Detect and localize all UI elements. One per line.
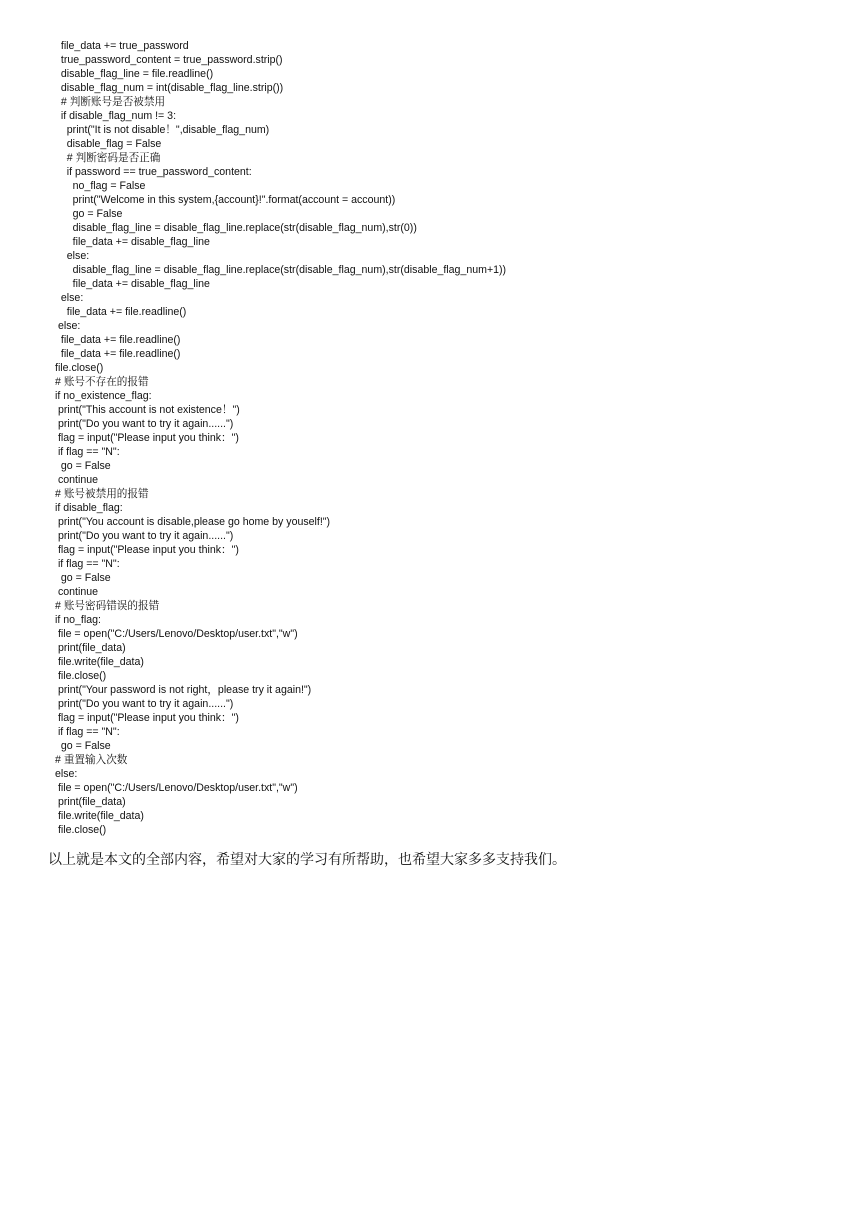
code-line: print("You account is disable,please go home by youself!") <box>55 516 331 528</box>
code-line: if flag == "N": <box>55 558 120 570</box>
code-line: file.close() <box>55 670 107 682</box>
code-line: file_data += disable_flag_line <box>55 278 210 290</box>
closing-paragraph: 以上就是本文的全部内容，希望对大家的学习有所帮助，也希望大家多多支持我们。 <box>48 851 566 867</box>
code-line: else: <box>55 768 78 780</box>
code-line: disable_flag = False <box>55 138 162 150</box>
code-line: file.close() <box>55 824 107 836</box>
code-line: # 账号不存在的报错 <box>55 376 149 388</box>
code-line: print("This account is not existence！") <box>55 404 240 416</box>
code-line: true_password_content = true_password.strip() <box>55 54 283 66</box>
code-line: if flag == "N": <box>55 726 120 738</box>
code-line: go = False <box>55 740 111 752</box>
code-line: print("Your password is not right，please try it again!") <box>55 684 312 696</box>
code-line: if no_existence_flag: <box>55 390 152 402</box>
code-line: print("It is not disable！",disable_flag_num) <box>55 124 270 136</box>
code-line: flag = input("Please input you think：") <box>55 432 239 444</box>
code-line: file.write(file_data) <box>55 656 144 668</box>
code-line: if flag == "N": <box>55 446 120 458</box>
code-line: # 重置输入次数 <box>55 754 128 766</box>
code-line: print("Welcome in this system,{account}!".format(account = account)) <box>55 194 396 206</box>
code-line: go = False <box>55 208 123 220</box>
code-line: if disable_flag: <box>55 502 123 514</box>
code-line: if disable_flag_num != 3: <box>55 110 177 122</box>
code-line: file_data += disable_flag_line <box>55 236 210 248</box>
code-line: print("Do you want to try it again......") <box>55 418 234 430</box>
code-line: else: <box>55 292 84 304</box>
code-line: file_data += true_password <box>55 40 189 52</box>
code-line: go = False <box>55 572 111 584</box>
code-line: if no_flag: <box>55 614 101 626</box>
code-line: file_data += file.readline() <box>55 334 181 346</box>
code-line: file = open("C:/Users/Lenovo/Desktop/user.txt","w") <box>55 782 298 794</box>
code-line: disable_flag_line = file.readline() <box>55 68 214 80</box>
code-line: flag = input("Please input you think：") <box>55 544 239 556</box>
code-line: no_flag = False <box>55 180 146 192</box>
code-line: if password == true_password_content: <box>55 166 252 178</box>
code-line: continue <box>55 586 98 598</box>
code-line: continue <box>55 474 98 486</box>
code-line: file.close() <box>55 362 104 374</box>
code-block <box>55 39 506 837</box>
code-line: print(file_data) <box>55 796 126 808</box>
code-line: print(file_data) <box>55 642 126 654</box>
code-line: disable_flag_num = int(disable_flag_line.strip()) <box>55 82 284 94</box>
code-line: file = open("C:/Users/Lenovo/Desktop/user.txt","w") <box>55 628 298 640</box>
code-line: print("Do you want to try it again......") <box>55 698 234 710</box>
code-line: file.write(file_data) <box>55 810 144 822</box>
code-line: # 判断密码是否正确 <box>55 152 161 164</box>
code-line: disable_flag_line = disable_flag_line.replace(str(disable_flag_num),str(disable_flag_num+1)) <box>55 264 507 276</box>
code-line: else: <box>55 320 81 332</box>
code-line: # 判断账号是否被禁用 <box>55 96 166 108</box>
code-line: else: <box>55 250 90 262</box>
code-line: print("Do you want to try it again......") <box>55 530 234 542</box>
code-line: file_data += file.readline() <box>55 306 187 318</box>
code-line: file_data += file.readline() <box>55 348 181 360</box>
code-line: # 账号密码错误的报错 <box>55 600 160 612</box>
code-line: flag = input("Please input you think：") <box>55 712 239 724</box>
code-line: go = False <box>55 460 111 472</box>
code-line: # 账号被禁用的报错 <box>55 488 149 500</box>
code-line: disable_flag_line = disable_flag_line.replace(str(disable_flag_num),str(0)) <box>55 222 417 234</box>
